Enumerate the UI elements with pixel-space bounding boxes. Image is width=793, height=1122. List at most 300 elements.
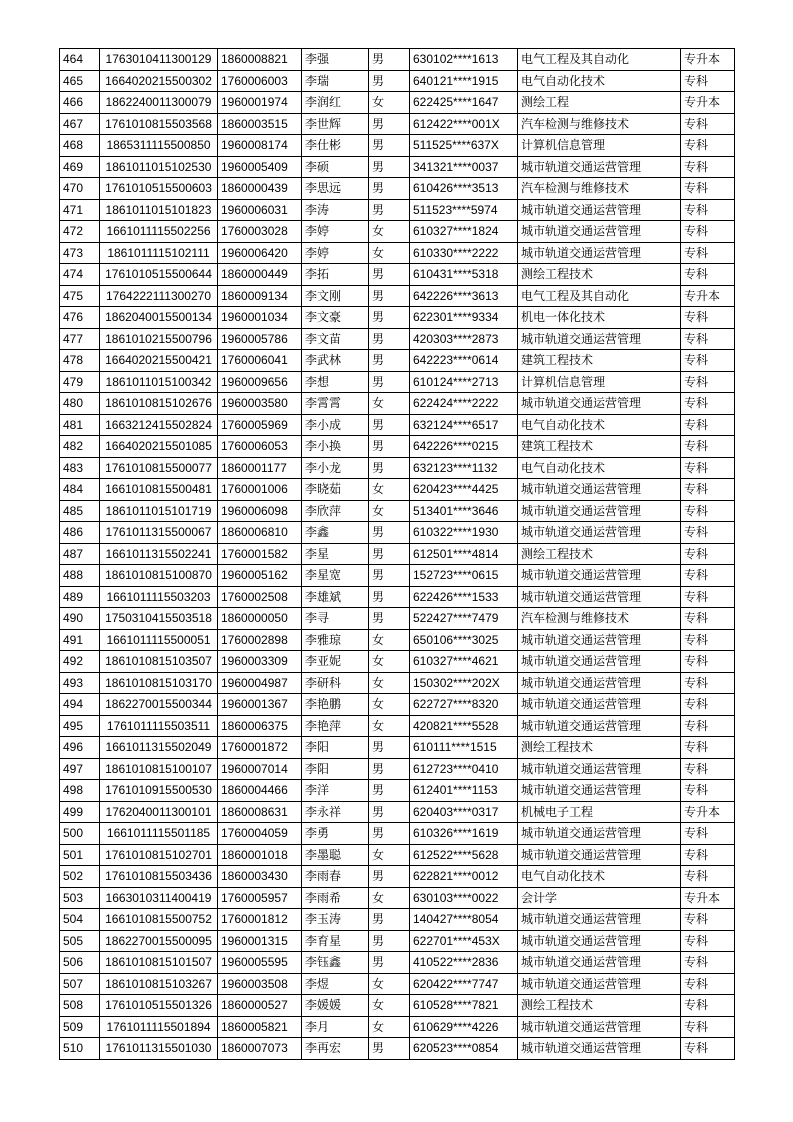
major-cell: 城市轨道交通运营管理 [518, 715, 681, 737]
exam-registration-number-cell: 1861011115102111 [100, 242, 218, 264]
education-level-cell: 专科 [681, 629, 735, 651]
major-cell: 城市轨道交通运营管理 [518, 156, 681, 178]
gender-cell: 男 [369, 371, 410, 393]
id-card-number-cell: 610629****4226 [410, 1016, 518, 1038]
table-row [60, 694, 735, 716]
table-row [60, 221, 735, 243]
exam-registration-number-cell: 1764222111300270 [100, 285, 218, 307]
table-row [60, 113, 735, 135]
education-level-cell: 专科 [681, 1016, 735, 1038]
admission-ticket-number-cell: 1960003580 [218, 393, 302, 415]
row-number-cell: 510 [60, 1038, 100, 1060]
id-card-number-cell: 513401****3646 [410, 500, 518, 522]
student-name-cell: 李瑞 [302, 70, 369, 92]
row-number-cell: 499 [60, 801, 100, 823]
student-name-cell: 李洋 [302, 780, 369, 802]
id-card-number-cell: 620403****0317 [410, 801, 518, 823]
major-cell: 汽车检测与维修技术 [518, 113, 681, 135]
exam-registration-number-cell: 1861011015101823 [100, 199, 218, 221]
major-cell: 城市轨道交通运营管理 [518, 694, 681, 716]
education-level-cell: 专科 [681, 457, 735, 479]
admission-ticket-number-cell: 1860003515 [218, 113, 302, 135]
admission-ticket-number-cell: 1860006810 [218, 522, 302, 544]
gender-cell: 男 [369, 866, 410, 888]
id-card-number-cell: 410522****2836 [410, 952, 518, 974]
id-card-number-cell: 610431****5318 [410, 264, 518, 286]
table-row [60, 199, 735, 221]
row-number-cell: 503 [60, 887, 100, 909]
student-name-cell: 李月 [302, 1016, 369, 1038]
gender-cell: 男 [369, 328, 410, 350]
gender-cell: 男 [369, 737, 410, 759]
education-level-cell: 专科 [681, 156, 735, 178]
education-level-cell: 专科 [681, 758, 735, 780]
gender-cell: 女 [369, 1016, 410, 1038]
gender-cell: 女 [369, 887, 410, 909]
major-cell: 城市轨道交通运营管理 [518, 651, 681, 673]
id-card-number-cell: 612401****1153 [410, 780, 518, 802]
student-name-cell: 李小换 [302, 436, 369, 458]
admission-ticket-number-cell: 1960008174 [218, 135, 302, 157]
gender-cell: 女 [369, 651, 410, 673]
gender-cell: 男 [369, 909, 410, 931]
admission-ticket-number-cell: 1860003430 [218, 866, 302, 888]
exam-registration-number-cell: 1761010515500603 [100, 178, 218, 200]
admission-ticket-number-cell: 1760005969 [218, 414, 302, 436]
education-level-cell: 专科 [681, 715, 735, 737]
row-number-cell: 478 [60, 350, 100, 372]
gender-cell: 女 [369, 479, 410, 501]
admission-ticket-number-cell: 1860007073 [218, 1038, 302, 1060]
education-level-cell: 专科 [681, 543, 735, 565]
row-number-cell: 507 [60, 973, 100, 995]
student-name-cell: 李霄霄 [302, 393, 369, 415]
id-card-number-cell: 341321****0037 [410, 156, 518, 178]
admission-ticket-number-cell: 1860009134 [218, 285, 302, 307]
row-number-cell: 486 [60, 522, 100, 544]
gender-cell: 男 [369, 350, 410, 372]
id-card-number-cell: 610327****4621 [410, 651, 518, 673]
admission-ticket-number-cell: 1860006375 [218, 715, 302, 737]
major-cell: 测绘工程技术 [518, 737, 681, 759]
table-row [60, 328, 735, 350]
table-row [60, 586, 735, 608]
education-level-cell: 专科 [681, 264, 735, 286]
education-level-cell: 专科 [681, 500, 735, 522]
gender-cell: 男 [369, 414, 410, 436]
id-card-number-cell: 642226****0215 [410, 436, 518, 458]
gender-cell: 女 [369, 92, 410, 114]
major-cell: 机电一体化技术 [518, 307, 681, 329]
student-name-cell: 李雨希 [302, 887, 369, 909]
table-row [60, 522, 735, 544]
exam-registration-number-cell: 1761010815503568 [100, 113, 218, 135]
id-card-number-cell: 620423****4425 [410, 479, 518, 501]
id-card-number-cell: 622727****8320 [410, 694, 518, 716]
table-row [60, 543, 735, 565]
id-card-number-cell: 610322****1930 [410, 522, 518, 544]
student-name-cell: 李雅琼 [302, 629, 369, 651]
student-name-cell: 李文刚 [302, 285, 369, 307]
admission-ticket-number-cell: 1760001006 [218, 479, 302, 501]
row-number-cell: 470 [60, 178, 100, 200]
exam-registration-number-cell: 1865311115500850 [100, 135, 218, 157]
id-card-number-cell: 610528****7821 [410, 995, 518, 1017]
table-row [60, 178, 735, 200]
gender-cell: 男 [369, 780, 410, 802]
exam-registration-number-cell: 1862270015500344 [100, 694, 218, 716]
table-row [60, 758, 735, 780]
row-number-cell: 488 [60, 565, 100, 587]
student-name-cell: 李钰鑫 [302, 952, 369, 974]
student-name-cell: 李勇 [302, 823, 369, 845]
row-number-cell: 497 [60, 758, 100, 780]
table-row [60, 608, 735, 630]
exam-registration-number-cell: 1661011315502049 [100, 737, 218, 759]
table-row [60, 780, 735, 802]
education-level-cell: 专科 [681, 1038, 735, 1060]
id-card-number-cell: 612422****001X [410, 113, 518, 135]
gender-cell: 女 [369, 242, 410, 264]
student-name-cell: 李艳萍 [302, 715, 369, 737]
major-cell: 城市轨道交通运营管理 [518, 328, 681, 350]
row-number-cell: 468 [60, 135, 100, 157]
exam-registration-number-cell: 1761011115503511 [100, 715, 218, 737]
admission-ticket-number-cell: 1960005409 [218, 156, 302, 178]
student-name-cell: 李拓 [302, 264, 369, 286]
major-cell: 电气自动化技术 [518, 70, 681, 92]
exam-registration-number-cell: 1761011115501894 [100, 1016, 218, 1038]
exam-registration-number-cell: 1761011315500067 [100, 522, 218, 544]
admission-ticket-number-cell: 1860004466 [218, 780, 302, 802]
education-level-cell: 专科 [681, 672, 735, 694]
gender-cell: 男 [369, 113, 410, 135]
education-level-cell: 专升本 [681, 285, 735, 307]
gender-cell: 男 [369, 307, 410, 329]
id-card-number-cell: 622424****2222 [410, 393, 518, 415]
row-number-cell: 487 [60, 543, 100, 565]
education-level-cell: 专科 [681, 952, 735, 974]
education-level-cell: 专科 [681, 199, 735, 221]
student-name-cell: 李雄斌 [302, 586, 369, 608]
table-row [60, 866, 735, 888]
exam-registration-number-cell: 1861010815103170 [100, 672, 218, 694]
id-card-number-cell: 420821****5528 [410, 715, 518, 737]
major-cell: 城市轨道交通运营管理 [518, 672, 681, 694]
student-name-cell: 李仕彬 [302, 135, 369, 157]
admission-ticket-number-cell: 1860001177 [218, 457, 302, 479]
student-name-cell: 李育星 [302, 930, 369, 952]
id-card-number-cell: 642226****3613 [410, 285, 518, 307]
row-number-cell: 467 [60, 113, 100, 135]
student-name-cell: 李寻 [302, 608, 369, 630]
gender-cell: 男 [369, 952, 410, 974]
row-number-cell: 479 [60, 371, 100, 393]
admission-ticket-number-cell: 1860008821 [218, 49, 302, 71]
education-level-cell: 专科 [681, 70, 735, 92]
table-row [60, 973, 735, 995]
exam-registration-number-cell: 1661011115500051 [100, 629, 218, 651]
exam-registration-number-cell: 1763010411300129 [100, 49, 218, 71]
education-level-cell: 专科 [681, 371, 735, 393]
major-cell: 城市轨道交通运营管理 [518, 844, 681, 866]
major-cell: 城市轨道交通运营管理 [518, 930, 681, 952]
exam-registration-number-cell: 1661011115503203 [100, 586, 218, 608]
gender-cell: 男 [369, 930, 410, 952]
admission-ticket-number-cell: 1760001872 [218, 737, 302, 759]
major-cell: 汽车检测与维修技术 [518, 178, 681, 200]
student-name-cell: 李阳 [302, 758, 369, 780]
table-row [60, 285, 735, 307]
table-row [60, 135, 735, 157]
exam-registration-number-cell: 1861010815103507 [100, 651, 218, 673]
exam-registration-number-cell: 1663212415502824 [100, 414, 218, 436]
education-level-cell: 专科 [681, 436, 735, 458]
admission-ticket-number-cell: 1960005595 [218, 952, 302, 974]
row-number-cell: 471 [60, 199, 100, 221]
exam-registration-number-cell: 1661010815500481 [100, 479, 218, 501]
id-card-number-cell: 522427****7479 [410, 608, 518, 630]
education-level-cell: 专科 [681, 113, 735, 135]
id-card-number-cell: 150302****202X [410, 672, 518, 694]
row-number-cell: 490 [60, 608, 100, 630]
id-card-number-cell: 622821****0012 [410, 866, 518, 888]
id-card-number-cell: 622301****9334 [410, 307, 518, 329]
admission-ticket-number-cell: 1960005162 [218, 565, 302, 587]
admission-ticket-number-cell: 1760006041 [218, 350, 302, 372]
admission-ticket-number-cell: 1760006053 [218, 436, 302, 458]
row-number-cell: 480 [60, 393, 100, 415]
exam-registration-number-cell: 1761010915500530 [100, 780, 218, 802]
row-number-cell: 504 [60, 909, 100, 931]
row-number-cell: 509 [60, 1016, 100, 1038]
gender-cell: 男 [369, 436, 410, 458]
row-number-cell: 466 [60, 92, 100, 114]
table-row [60, 414, 735, 436]
id-card-number-cell: 620523****0854 [410, 1038, 518, 1060]
gender-cell: 女 [369, 629, 410, 651]
student-name-cell: 李世辉 [302, 113, 369, 135]
table-row [60, 92, 735, 114]
exam-registration-number-cell: 1661011115502256 [100, 221, 218, 243]
admission-ticket-number-cell: 1960001315 [218, 930, 302, 952]
education-level-cell: 专科 [681, 973, 735, 995]
admission-ticket-number-cell: 1960007014 [218, 758, 302, 780]
exam-registration-number-cell: 1761010515501326 [100, 995, 218, 1017]
admission-ticket-number-cell: 1960001367 [218, 694, 302, 716]
gender-cell: 女 [369, 715, 410, 737]
gender-cell: 男 [369, 522, 410, 544]
admission-ticket-number-cell: 1860008631 [218, 801, 302, 823]
admission-ticket-number-cell: 1860000439 [218, 178, 302, 200]
education-level-cell: 专科 [681, 307, 735, 329]
education-level-cell: 专科 [681, 930, 735, 952]
id-card-number-cell: 630102****1613 [410, 49, 518, 71]
major-cell: 城市轨道交通运营管理 [518, 1038, 681, 1060]
gender-cell: 男 [369, 178, 410, 200]
gender-cell: 男 [369, 823, 410, 845]
exam-registration-number-cell: 1661011115501185 [100, 823, 218, 845]
student-name-cell: 李再宏 [302, 1038, 369, 1060]
education-level-cell: 专科 [681, 414, 735, 436]
major-cell: 测绘工程技术 [518, 995, 681, 1017]
table-row [60, 844, 735, 866]
roster-table [59, 48, 735, 1060]
table-row [60, 500, 735, 522]
student-name-cell: 李文苗 [302, 328, 369, 350]
row-number-cell: 472 [60, 221, 100, 243]
exam-registration-number-cell: 1861011015101719 [100, 500, 218, 522]
id-card-number-cell: 140427****8054 [410, 909, 518, 931]
row-number-cell: 473 [60, 242, 100, 264]
admission-ticket-number-cell: 1760002508 [218, 586, 302, 608]
row-number-cell: 464 [60, 49, 100, 71]
id-card-number-cell: 610330****2222 [410, 242, 518, 264]
table-row [60, 350, 735, 372]
id-card-number-cell: 632124****6517 [410, 414, 518, 436]
education-level-cell: 专科 [681, 479, 735, 501]
table-row [60, 457, 735, 479]
table-row [60, 242, 735, 264]
gender-cell: 男 [369, 70, 410, 92]
id-card-number-cell: 610426****3513 [410, 178, 518, 200]
table-row [60, 715, 735, 737]
gender-cell: 女 [369, 500, 410, 522]
row-number-cell: 482 [60, 436, 100, 458]
student-name-cell: 李玉涛 [302, 909, 369, 931]
admission-ticket-number-cell: 1960004987 [218, 672, 302, 694]
row-number-cell: 491 [60, 629, 100, 651]
major-cell: 城市轨道交通运营管理 [518, 199, 681, 221]
major-cell: 电气工程及其自动化 [518, 285, 681, 307]
exam-registration-number-cell: 1661010815500752 [100, 909, 218, 931]
row-number-cell: 481 [60, 414, 100, 436]
major-cell: 城市轨道交通运营管理 [518, 823, 681, 845]
admission-ticket-number-cell: 1960006420 [218, 242, 302, 264]
major-cell: 城市轨道交通运营管理 [518, 909, 681, 931]
student-name-cell: 李星 [302, 543, 369, 565]
id-card-number-cell: 610124****2713 [410, 371, 518, 393]
row-number-cell: 476 [60, 307, 100, 329]
exam-registration-number-cell: 1762040011300101 [100, 801, 218, 823]
row-number-cell: 465 [60, 70, 100, 92]
major-cell: 城市轨道交通运营管理 [518, 522, 681, 544]
row-number-cell: 489 [60, 586, 100, 608]
row-number-cell: 483 [60, 457, 100, 479]
exam-registration-number-cell: 1750310415503518 [100, 608, 218, 630]
exam-registration-number-cell: 1761011315501030 [100, 1038, 218, 1060]
table-row [60, 49, 735, 71]
education-level-cell: 专科 [681, 823, 735, 845]
row-number-cell: 474 [60, 264, 100, 286]
row-number-cell: 500 [60, 823, 100, 845]
exam-registration-number-cell: 1761010515500644 [100, 264, 218, 286]
gender-cell: 男 [369, 586, 410, 608]
education-level-cell: 专科 [681, 242, 735, 264]
admission-ticket-number-cell: 1860000527 [218, 995, 302, 1017]
table-row [60, 823, 735, 845]
exam-registration-number-cell: 1861011015100342 [100, 371, 218, 393]
admission-ticket-number-cell: 1960009656 [218, 371, 302, 393]
admission-ticket-number-cell: 1760005957 [218, 887, 302, 909]
id-card-number-cell: 632123****1132 [410, 457, 518, 479]
gender-cell: 男 [369, 543, 410, 565]
row-number-cell: 495 [60, 715, 100, 737]
id-card-number-cell: 612522****5628 [410, 844, 518, 866]
education-level-cell: 专科 [681, 328, 735, 350]
education-level-cell: 专科 [681, 586, 735, 608]
gender-cell: 男 [369, 1038, 410, 1060]
gender-cell: 男 [369, 156, 410, 178]
admission-ticket-number-cell: 1760001812 [218, 909, 302, 931]
student-name-cell: 李硕 [302, 156, 369, 178]
exam-registration-number-cell: 1861010815101507 [100, 952, 218, 974]
id-card-number-cell: 420303****2873 [410, 328, 518, 350]
id-card-number-cell: 612723****0410 [410, 758, 518, 780]
admission-ticket-number-cell: 1760003028 [218, 221, 302, 243]
education-level-cell: 专升本 [681, 92, 735, 114]
student-name-cell: 李研科 [302, 672, 369, 694]
student-name-cell: 李小龙 [302, 457, 369, 479]
major-cell: 城市轨道交通运营管理 [518, 242, 681, 264]
major-cell: 电气自动化技术 [518, 414, 681, 436]
table-row [60, 393, 735, 415]
exam-registration-number-cell: 1861010815100870 [100, 565, 218, 587]
education-level-cell: 专升本 [681, 801, 735, 823]
major-cell: 城市轨道交通运营管理 [518, 586, 681, 608]
gender-cell: 女 [369, 844, 410, 866]
major-cell: 汽车检测与维修技术 [518, 608, 681, 630]
exam-registration-number-cell: 1861010815102676 [100, 393, 218, 415]
exam-registration-number-cell: 1861010215500796 [100, 328, 218, 350]
gender-cell: 男 [369, 608, 410, 630]
exam-registration-number-cell: 1664020215500302 [100, 70, 218, 92]
student-name-cell: 李鑫 [302, 522, 369, 544]
admission-ticket-number-cell: 1860001018 [218, 844, 302, 866]
table-row [60, 70, 735, 92]
table-row [60, 995, 735, 1017]
gender-cell: 男 [369, 801, 410, 823]
major-cell: 建筑工程技术 [518, 350, 681, 372]
admission-ticket-number-cell: 1960006098 [218, 500, 302, 522]
education-level-cell: 专科 [681, 995, 735, 1017]
student-name-cell: 李思远 [302, 178, 369, 200]
id-card-number-cell: 610111****1515 [410, 737, 518, 759]
education-level-cell: 专科 [681, 694, 735, 716]
education-level-cell: 专科 [681, 608, 735, 630]
education-level-cell: 专科 [681, 178, 735, 200]
exam-registration-number-cell: 1661011315502241 [100, 543, 218, 565]
admission-ticket-number-cell: 1960005786 [218, 328, 302, 350]
table-row [60, 307, 735, 329]
major-cell: 城市轨道交通运营管理 [518, 952, 681, 974]
row-number-cell: 496 [60, 737, 100, 759]
row-number-cell: 506 [60, 952, 100, 974]
student-name-cell: 李阳 [302, 737, 369, 759]
admission-ticket-number-cell: 1960001974 [218, 92, 302, 114]
education-level-cell: 专科 [681, 221, 735, 243]
admission-ticket-number-cell: 1960003309 [218, 651, 302, 673]
major-cell: 城市轨道交通运营管理 [518, 780, 681, 802]
major-cell: 计算机信息管理 [518, 371, 681, 393]
education-level-cell: 专科 [681, 565, 735, 587]
admission-ticket-number-cell: 1960006031 [218, 199, 302, 221]
education-level-cell: 专科 [681, 135, 735, 157]
id-card-number-cell: 622701****453X [410, 930, 518, 952]
gender-cell: 男 [369, 758, 410, 780]
gender-cell: 男 [369, 199, 410, 221]
exam-registration-number-cell: 1861011015102530 [100, 156, 218, 178]
